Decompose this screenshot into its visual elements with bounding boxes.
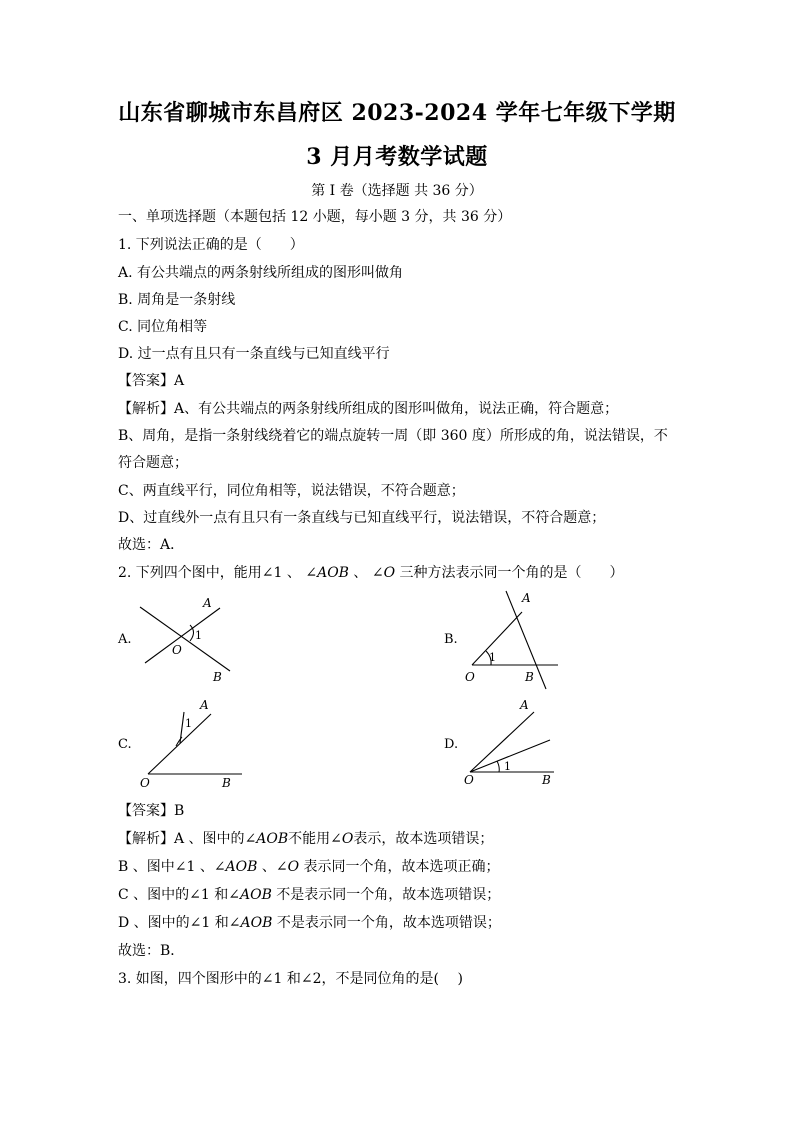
- q2-figure-d: [460, 695, 565, 794]
- label-o: O: [172, 643, 182, 657]
- q1-analysis-line: D、过直线外一点有且只有一条直线与已知直线平行，说法错误，不符合题意；: [118, 510, 606, 526]
- q2-option-b-label: B.: [444, 632, 458, 647]
- q3-stem: 3. 如图，四个图形中的∠1 和∠2，不是同位角的是( ): [118, 971, 463, 987]
- text-part: 不能用: [288, 831, 331, 847]
- q2-stem: [118, 562, 624, 582]
- text-part: 表示，故本选项错误；: [353, 831, 494, 847]
- angle-arc: [497, 761, 499, 772]
- label-one: 1: [185, 717, 192, 730]
- q1-answer: 【答案】A: [118, 373, 185, 389]
- q1-analysis-line: B、周角，是指一条射线绕着它的端点旋转一周（即 360 度）所形成的角，说法错误，不: [118, 428, 668, 444]
- math-part: ∠AOB: [228, 887, 272, 903]
- label-b: B: [213, 670, 222, 684]
- label-a: A: [522, 591, 531, 605]
- text-part: D 、图中的∠1 和: [118, 915, 229, 931]
- q2-analysis-line: [118, 828, 493, 848]
- q2-analysis-line: [118, 912, 501, 932]
- ray-oa: [145, 608, 220, 663]
- math-part: ∠O: [330, 831, 354, 847]
- exam-title-line2: 3 月月考数学试题: [306, 144, 488, 170]
- ray-ob: [140, 607, 230, 671]
- q2-stem-part: 、: [353, 565, 368, 581]
- math-part: ∠AOB: [213, 859, 258, 875]
- text-part: 不是表示同一个角，故本选项错误；: [271, 887, 501, 903]
- q2-stem-part: 三种方法表示同一个角的是（ ）: [399, 565, 624, 581]
- q1-analysis-line: C、两直线平行，同位角相等，说法错误，不符合题意；: [118, 483, 465, 499]
- q1-conclusion: 故选：A．: [118, 537, 185, 553]
- q1-option-b: B. 周角是一条射线: [118, 292, 236, 308]
- q1-option-a: A. 有公共端点的两条射线所组成的图形叫做角: [118, 265, 404, 281]
- q2-analysis-line: [118, 856, 500, 876]
- ray-oa: [148, 714, 211, 774]
- q2-option-c-label: C.: [118, 737, 132, 752]
- q2-option-a-label: A.: [118, 632, 132, 647]
- ray-oa: [470, 712, 534, 772]
- text-part: C 、图中的∠1 和: [118, 887, 229, 903]
- q2-conclusion: 故选：B．: [118, 943, 185, 959]
- text-part: 表示同一个角，故本选项正确；: [299, 859, 500, 875]
- q2-analysis-line: [118, 884, 500, 904]
- exam-title-line1: 山东省聊城市东昌府区 2023-2024 学年七年级下学期: [118, 100, 676, 126]
- label-o: O: [464, 773, 474, 787]
- q1-analysis-line: 【解析】A、有公共端点的两条射线所组成的图形叫做角，说法正确，符合题意；: [118, 401, 619, 417]
- label-one: 1: [195, 629, 202, 642]
- label-b: B: [222, 776, 231, 790]
- q1-analysis-line: 符合题意；: [118, 455, 188, 471]
- math-part: ∠O: [275, 859, 300, 875]
- label-a: A: [203, 596, 212, 610]
- q1-stem: 1. 下列说法正确的是（ ）: [118, 237, 304, 253]
- q2-stem-math: ∠O: [371, 565, 396, 581]
- label-o: O: [465, 670, 475, 684]
- q2-stem-part: 2. 下列四个图中，能用∠1 、: [118, 565, 301, 581]
- label-a: A: [520, 698, 529, 712]
- q2-figure-c: [138, 692, 248, 796]
- ray-oa: [472, 612, 522, 665]
- text-part: B 、图中∠1 、: [118, 859, 214, 875]
- q1-option-d: D. 过一点有且只有一条直线与已知直线平行: [118, 346, 390, 362]
- q2-figure-b: [462, 585, 567, 694]
- label-b: B: [525, 670, 534, 684]
- math-part: ∠AOB: [244, 831, 289, 847]
- q2-answer: 【答案】B: [118, 803, 185, 819]
- q1-option-c: C. 同位角相等: [118, 319, 208, 335]
- q2-option-d-label: D.: [444, 737, 459, 752]
- label-o: O: [140, 776, 150, 790]
- label-a: A: [200, 698, 209, 712]
- math-part: ∠AOB: [228, 915, 273, 931]
- text-part: 【解析】A 、图中的: [118, 831, 245, 847]
- label-b: B: [542, 773, 551, 787]
- label-one: 1: [489, 651, 496, 664]
- section-heading: 一、单项选择题（本题包括 12 小题，每小题 3 分，共 36 分）: [118, 209, 512, 225]
- q2-figure-a: [135, 592, 245, 688]
- label-one: 1: [504, 760, 511, 773]
- q2-stem-math: ∠AOB: [305, 565, 349, 581]
- text-part: 、: [257, 859, 276, 875]
- text-part: 不是表示同一个角，故本选项错误；: [272, 915, 501, 931]
- paper-part-heading: 第 I 卷（选择题 共 36 分）: [311, 183, 483, 199]
